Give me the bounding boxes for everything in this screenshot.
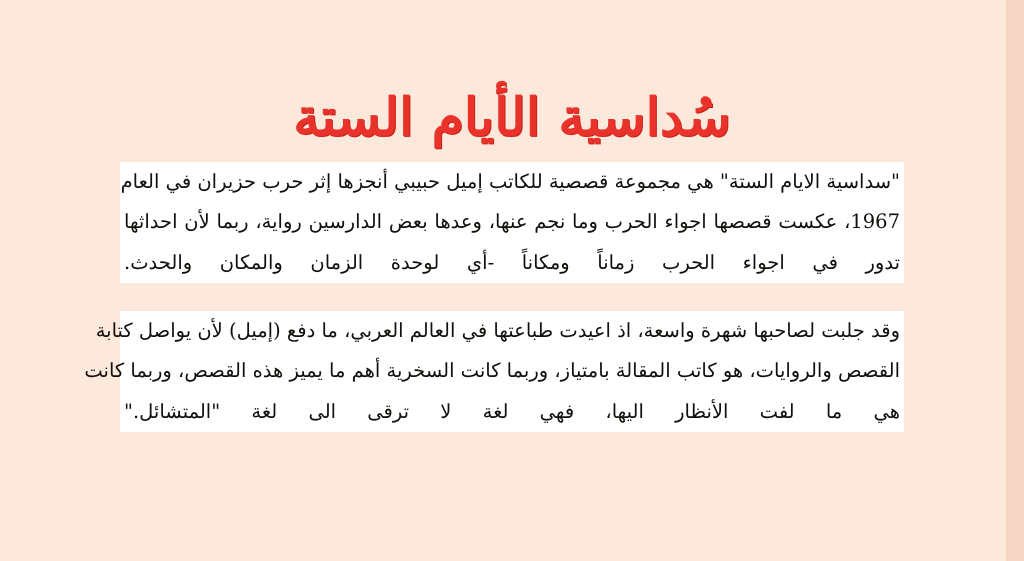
paragraph-1	[120, 162, 904, 283]
page-title: سُداسية الأيام الستة	[293, 86, 731, 148]
paragraph-2-line-1: وقد جلبت لصاحبها شهرة واسعة، اذ اعيدت طباعتها في العالم العربي، ما دفع (إميل) لأن يواصل كتابة	[120, 311, 904, 351]
body-text-container	[0, 162, 1024, 446]
paragraph-2	[84, 311, 904, 432]
paragraph-1-line-3: تدور في اجواء الحرب زماناً ومكاناً -أي لوحدة الزمان والمكان والحدث.	[120, 243, 904, 283]
paragraph-1-line-1: "سداسية الايام الستة" هي مجموعة قصصية للكاتب إميل حبيبي أنجزها إثر حرب حزيران في العام	[120, 162, 904, 202]
paragraph-1-line-2: 1967، عكست قصصها اجواء الحرب وما نجم عنها، وعدها بعض الدارسين رواية، ربما لأن احداثها	[120, 202, 904, 242]
paragraph-2-line-2: القصص والروايات، هو كاتب المقالة بامتياز، وربما كانت السخرية أهم ما يميز هذه القصص، وربما كانت	[120, 351, 904, 391]
paragraph-2-line-3: هي ما لفت الأنظار اليها، فهي لغة لا ترقى الى لغة "المتشائل."	[120, 392, 904, 432]
